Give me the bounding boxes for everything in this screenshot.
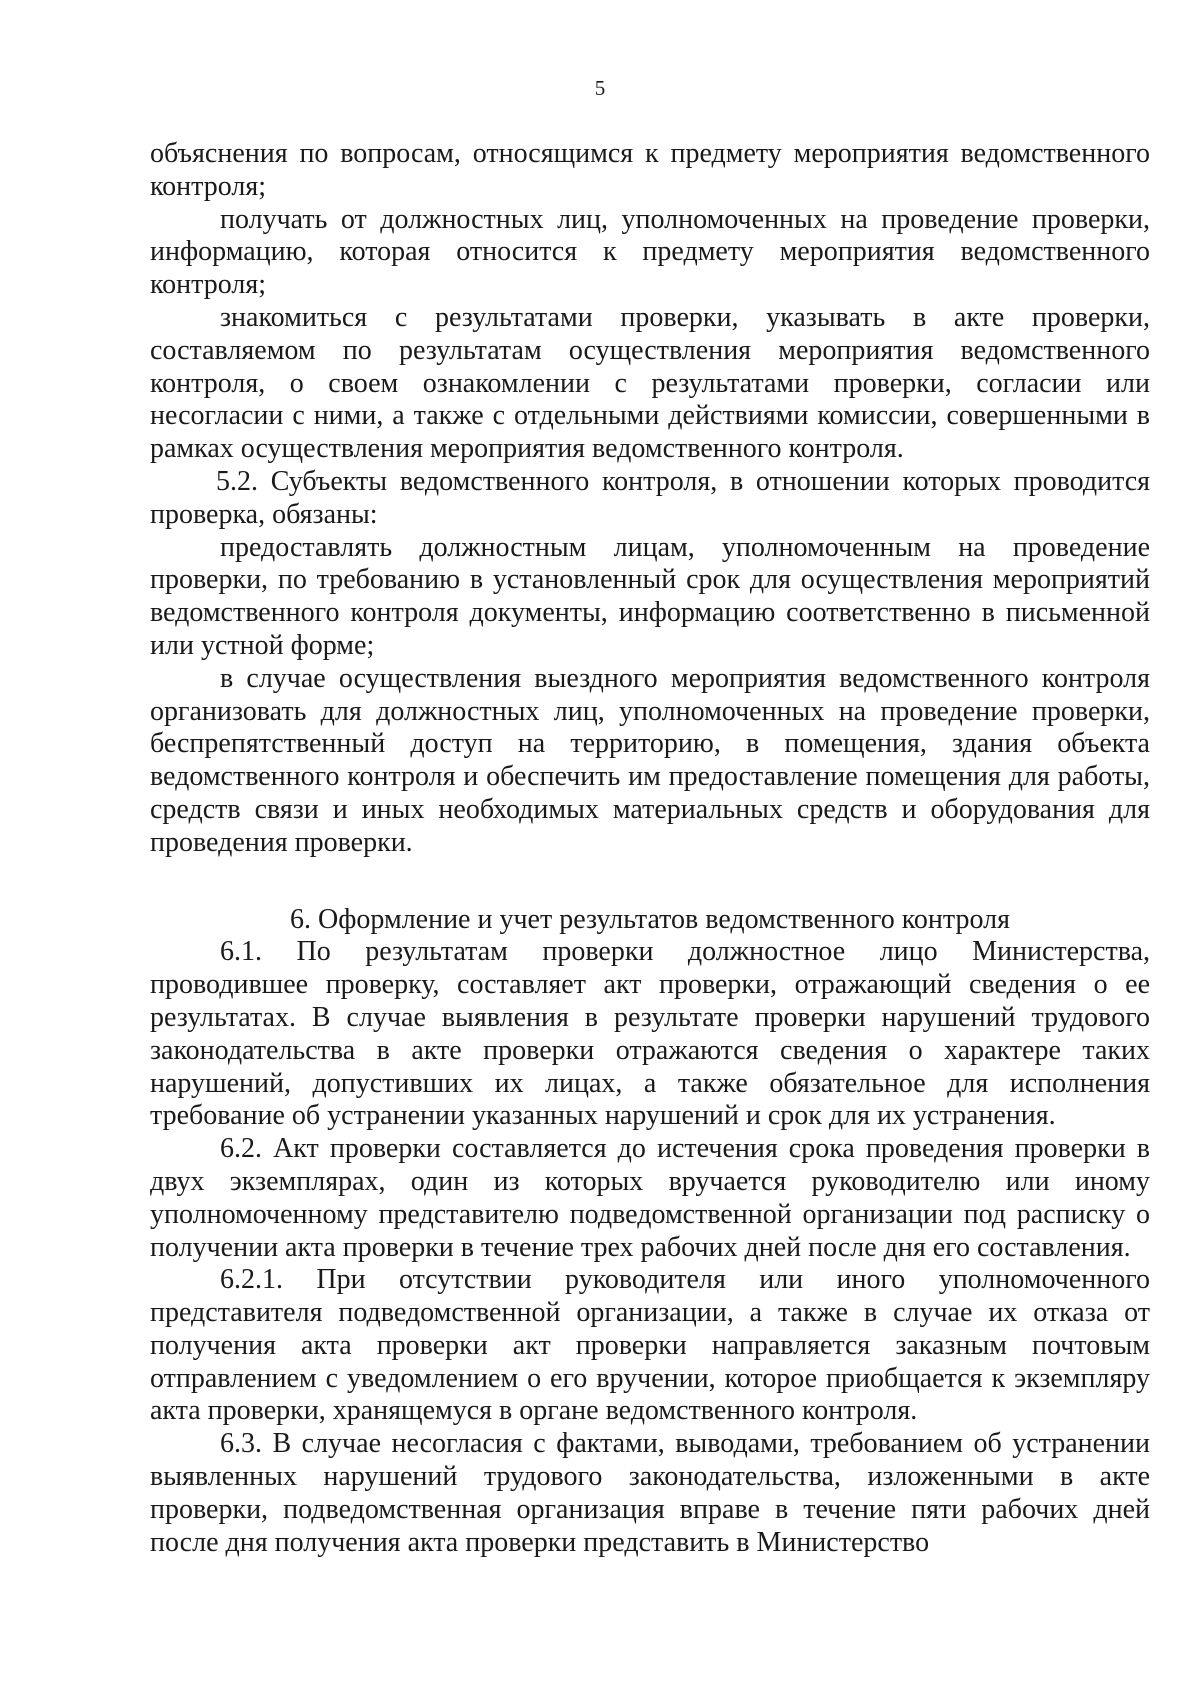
paragraph-6-2: 6.2. Акт проверки составляется до истечения срока проведения проверки в двух экземплярах, один из которых вручается руководителю или иному уполномоченному представителю подведомственной организации под расписку о получении акта проверки в течение трех рабочих дней после дня его составления. [150, 1133, 1150, 1263]
paragraph-6-1: 6.1. По результатам проверки должностное лицо Министерства, проводившее проверку, составляет акт проверки, отражающий сведения о ее результатах. В случае выявления в результате проверки нарушений трудового законодательства в акте проверки отражаются сведения о характере таких нарушений, допустивших их лицах, а также обязательное для исполнения требование об устранении указанных нарушений и срок для их устранения. [150, 936, 1150, 1132]
paragraph-right-review-results: знакомиться с результатами проверки, указывать в акте проверки, составляемом по результатам осуществления мероприятия ведомственного контроля, о своем ознакомлении с результатами проверки, согласии или несогласии с ними, а также с отдельными действиями комиссии, совершенными в рамках осуществления мероприятия ведомственного контроля. [150, 301, 1150, 465]
paragraph-duty-provide-access: в случае осуществления выездного мероприятия ведомственного контроля организовать для должностных лиц, уполномоченных на проведение проверки, беспрепятственный доступ на территорию, в помещения, здания объекта ведомственного контроля и обеспечить им предоставление помещения для работы, средств связи и иных необходимых материальных средств и оборудования для проведения проверки. [150, 662, 1150, 858]
document-body [150, 138, 1150, 1559]
paragraph-6-2-1: 6.2.1. При отсутствии руководителя или иного уполномоченного представителя подведомственной организации, а также в случае их отказа от получения акта проверки акт проверки направляется заказным почтовым отправлением с уведомлением о его вручении, которое приобщается к экземпляру акта проверки, хранящемуся в органе ведомственного контроля. [150, 1264, 1150, 1427]
paragraph-duty-provide-documents: предоставлять должностным лицам, уполномоченным на проведение проверки, по требованию в установленный срок для осуществления мероприятий ведомственного контроля документы, информацию соответственно в письменной или устной форме; [150, 531, 1150, 661]
page-number: 5 [594, 76, 606, 100]
paragraph-right-receive-info: получать от должностных лиц, уполномоченных на проведение проверки, информацию, которая относится к предмету мероприятия ведомственного контроля; [150, 203, 1150, 301]
section-heading-6: 6. Оформление и учет результатов ведомственного контроля [290, 903, 1010, 935]
paragraph-5-2: 5.2. Субъекты ведомственного контроля, в отношении которых проводится проверка, обязаны: [150, 465, 1150, 530]
paragraph-continuation: объяснения по вопросам, относящимся к предмету мероприятия ведомственного контроля; [150, 138, 1150, 202]
paragraph-6-3: 6.3. В случае несогласия с фактами, выводами, требованием об устранении выявленных нарушений трудового законодательства, изложенными в акте проверки, подведомственная организация вправе в течение пяти рабочих дней после дня получения акта проверки представить в Министерство [150, 1428, 1150, 1558]
